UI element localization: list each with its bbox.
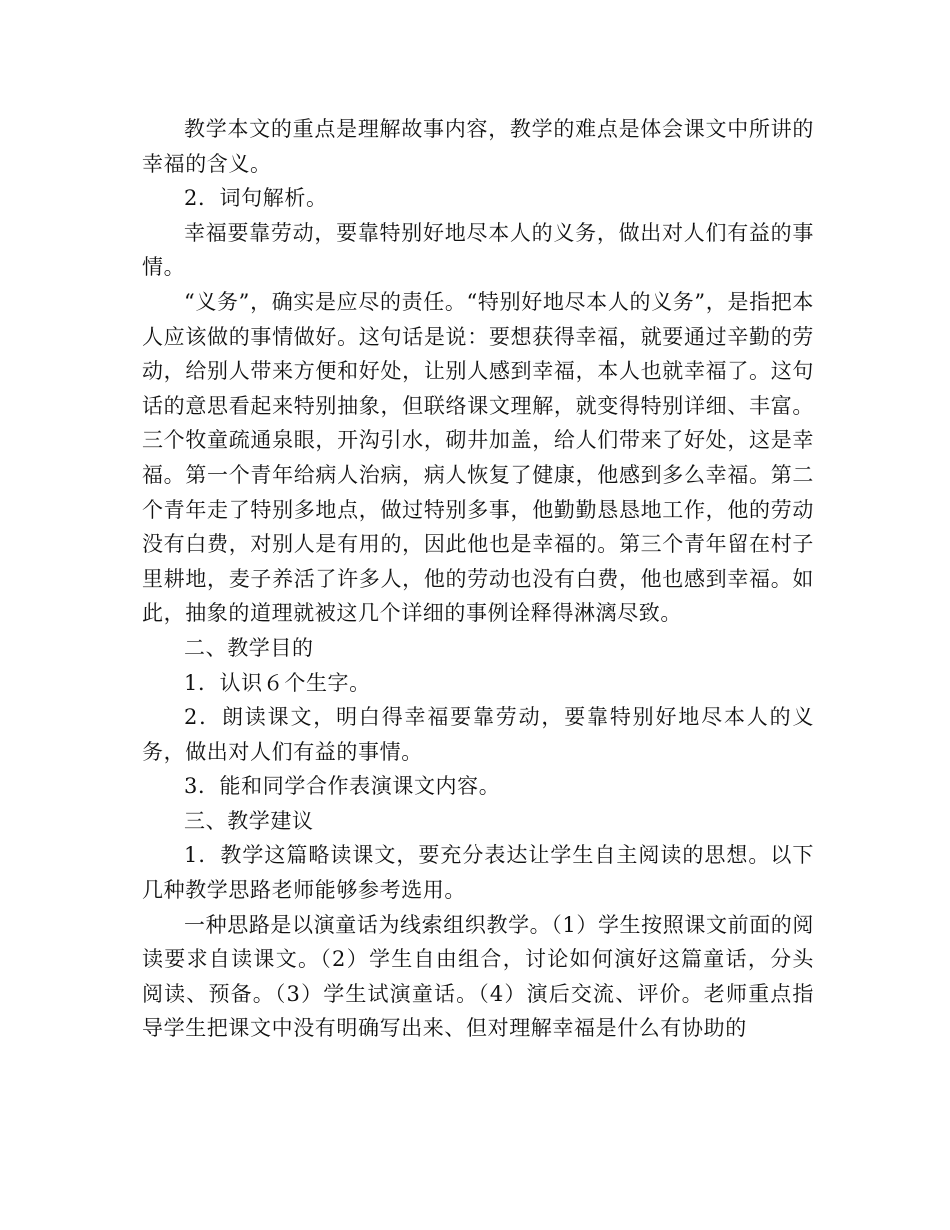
paragraph-explanation: “义务”，确实是应尽的责任。“特别好地尽本人的义务”，是指把本人应该做的事情做好。这句话是说：要想获得幸福，就要通过辛勤的劳动，给别人带来方便和好处，让别人感到幸福，本人也就幸福了。这句话的意思看起来特别抽象，但联络课文理解，就变得特别详细、丰富。三个牧童疏通泉眼，开沟引水，砌井加盖，给人们带来了好处，这是幸福。第一个青年给病人治病，病人恢复了健康，他感到多么幸福。第二个青年走了特别多地点，做过特别多事，他勤勤恳恳地工作，他的劳动没有白费，对别人是有用的，因此他也是幸福的。第三个青年留在村子里耕地，麦子养活了许多人，他的劳动也没有白费，他也感到幸福。如此，抽象的道理就被这几个详细的事例诠释得淋漓尽致。 — [142, 289, 814, 626]
paragraph-approach-drama: 一种思路是以演童话为线索组织教学。（1）学生按照课文前面的阅读要求自读课文。（2）学生自由组合，讨论如何演好这篇童话，分头阅读、预备。（3）学生试演童话。（4）演后交流、评价。老师重点指导学生把课文中没有明确写出来、但对理解幸福是什么有协助的 — [142, 912, 814, 1041]
section-heading-teaching-suggestions: 三、教学建议 — [184, 808, 314, 833]
paragraph-heading-phrase-analysis: 2．词句解析。 — [184, 186, 328, 211]
paragraph-goal-3: 3．能和同学合作表演课文内容。 — [184, 774, 501, 799]
document-body — [142, 112, 814, 1046]
section-heading-teaching-goals: 二、教学目的 — [184, 635, 314, 660]
paragraph-suggestion-1: 1．教学这篇略读课文，要充分表达让学生自主阅读的思想。以下几种教学思路老师能够参考选用。 — [142, 843, 814, 903]
paragraph-goal-1: 1．认识６个生字。 — [184, 670, 371, 695]
paragraph-quote-happiness: 幸福要靠劳动，要靠特别好地尽本人的义务，做出对人们有益的事情。 — [142, 220, 814, 280]
paragraph-key-points: 教学本文的重点是理解故事内容，教学的难点是体会课文中所讲的幸福的含义。 — [142, 117, 814, 176]
paragraph-goal-2: 2．朗读课文，明白得幸福要靠劳动，要靠特别好地尽本人的义务，做出对人们有益的事情。 — [142, 705, 814, 764]
